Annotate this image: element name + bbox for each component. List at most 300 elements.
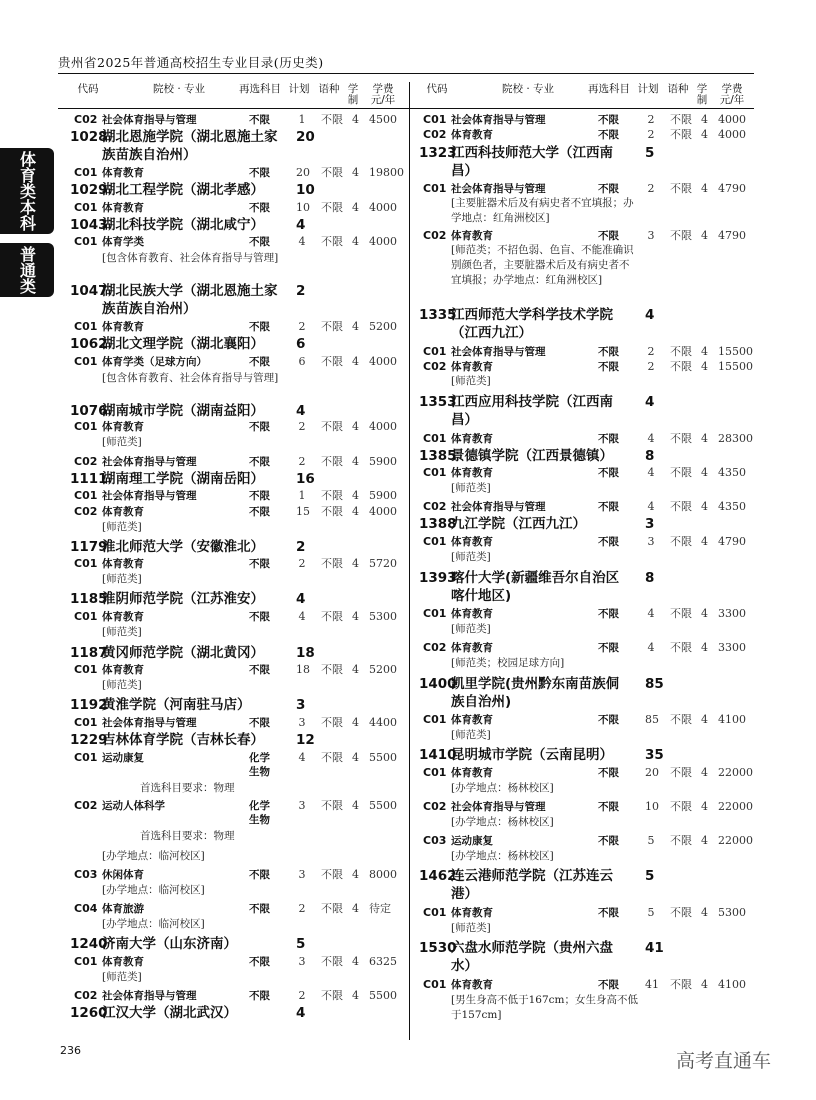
major-name: 体育教育	[451, 979, 493, 991]
major-note: [办学地点：杨林校区]	[451, 816, 554, 828]
school-code: 1323	[419, 145, 457, 161]
school-code: 1229	[70, 732, 108, 748]
major-years: 4	[352, 610, 359, 623]
major-code: C01	[423, 432, 447, 445]
major-fee: 4000	[369, 420, 397, 433]
header-plan	[635, 84, 661, 95]
school-name: 淮北师范大学（安徽淮北）	[102, 539, 264, 555]
major-subject	[598, 834, 619, 848]
major-years: 4	[701, 466, 708, 479]
major-subject	[249, 113, 270, 127]
school-name-line2: 族苗族自治州）	[102, 301, 197, 317]
major-plan: 2	[298, 455, 306, 468]
major-lang: 不限	[321, 751, 343, 764]
header-subject	[583, 84, 635, 95]
major-subject	[249, 610, 270, 624]
header-code	[70, 84, 106, 95]
major-lang: 不限	[670, 535, 692, 548]
major-years: 4	[352, 235, 359, 248]
header-school-line: 院校 · 专业	[152, 83, 205, 95]
major-plan: 1	[298, 113, 306, 126]
major-name: 体育教育	[451, 467, 493, 479]
major-name: 社会体育指导与管理	[102, 456, 197, 468]
major-code: C03	[423, 834, 447, 847]
school-plan: 4	[296, 403, 306, 419]
school-code: 1388	[419, 516, 457, 532]
header-lang-line: 语种	[318, 83, 340, 95]
subject-line: 不限	[598, 361, 619, 373]
major-years: 4	[352, 505, 359, 518]
major-fee: 5720	[369, 557, 397, 570]
school-plan: 10	[296, 182, 315, 198]
major-plan: 4	[298, 751, 306, 764]
major-fee: 4790	[718, 182, 746, 195]
subject-line: 不限	[598, 536, 619, 548]
major-fee: 5500	[369, 989, 397, 1002]
major-subject	[249, 751, 270, 779]
subject-line: 不限	[598, 608, 619, 620]
major-code: C01	[423, 345, 447, 358]
major-fee: 5500	[369, 799, 397, 812]
major-fee: 5500	[369, 751, 397, 764]
major-years: 4	[701, 345, 708, 358]
school-name: 湖北民族大学（湖北恩施土家	[102, 283, 278, 299]
major-subject	[249, 166, 270, 180]
header-fee	[714, 84, 750, 106]
school-code: 1187	[70, 645, 108, 661]
major-name: 体育学类	[102, 236, 144, 248]
major-name: 社会体育指导与管理	[102, 990, 197, 1002]
major-lang: 不限	[321, 113, 343, 126]
major-years: 4	[352, 166, 359, 179]
major-plan: 41	[645, 978, 659, 991]
major-note: [师范类；不招色弱、色盲、不能准确识别颜色者，主要脏器术后及有病史者不宜填报；办学地点：红角洲校区]	[451, 244, 634, 286]
subject-line: 不限	[249, 717, 270, 729]
major-subject	[249, 663, 270, 677]
major-subject	[598, 800, 619, 814]
major-plan: 5	[647, 834, 655, 847]
school-plan: 8	[645, 448, 655, 464]
school-name: 江汉大学（湖北武汉）	[102, 1005, 237, 1021]
major-lang: 不限	[670, 113, 692, 126]
major-plan: 4	[298, 610, 306, 623]
major-note: [办学地点：杨林校区]	[451, 782, 554, 794]
major-fee: 22000	[718, 766, 753, 779]
major-name: 体育教育	[451, 129, 493, 141]
major-plan: 6	[298, 355, 306, 368]
major-subject	[249, 201, 270, 215]
major-code: C01	[74, 420, 98, 433]
subject-line: 不限	[249, 990, 270, 1002]
major-years: 4	[701, 229, 708, 242]
major-plan: 4	[647, 432, 655, 445]
subject-line: 不限	[598, 114, 619, 126]
header-code-line: 代码	[77, 83, 99, 95]
major-name: 社会体育指导与管理	[451, 501, 546, 513]
school-name-line2: 水）	[451, 958, 478, 974]
major-lang: 不限	[321, 420, 343, 433]
major-plan: 2	[647, 128, 655, 141]
major-name: 社会体育指导与管理	[451, 114, 546, 126]
school-name: 凯里学院(贵州黔东南苗族侗	[451, 676, 620, 692]
header-years	[695, 84, 709, 106]
major-subject	[598, 906, 619, 920]
major-note: [办学地点：临河校区]	[102, 884, 205, 896]
major-name: 运动人体科学	[102, 800, 165, 812]
major-lang: 不限	[670, 466, 692, 479]
major-subject	[249, 955, 270, 969]
school-name-line2: 族自治州)	[451, 694, 512, 710]
major-years: 4	[352, 751, 359, 764]
major-plan: 3	[298, 799, 306, 812]
major-plan: 10	[296, 201, 310, 214]
subject-line: 不限	[249, 869, 270, 881]
subject-line: 不限	[249, 611, 270, 623]
major-years: 4	[352, 320, 359, 333]
major-fee: 待定	[369, 902, 391, 915]
school-code: 1029	[70, 182, 108, 198]
major-fee: 6325	[369, 955, 397, 968]
major-lang: 不限	[670, 713, 692, 726]
major-lang: 不限	[670, 641, 692, 654]
major-subject	[598, 128, 619, 142]
major-fee: 4500	[369, 113, 397, 126]
major-code: C01	[423, 113, 447, 126]
major-plan: 4	[647, 607, 655, 620]
major-name: 体育教育	[102, 956, 144, 968]
major-subject	[249, 505, 270, 519]
major-note: [办学地点：临河校区]	[102, 850, 205, 862]
school-code: 1192	[70, 697, 108, 713]
school-code: 1462	[419, 868, 457, 884]
school-name: 江西应用科技学院（江西南	[451, 394, 613, 410]
major-fee: 5900	[369, 455, 397, 468]
column-header-rule	[58, 108, 754, 109]
major-years: 4	[352, 201, 359, 214]
header-code-line: 代码	[426, 83, 448, 95]
major-code: C02	[423, 229, 447, 242]
subject-line: 不限	[598, 801, 619, 813]
subject-line: 不限	[249, 956, 270, 968]
major-years: 4	[701, 713, 708, 726]
major-note: [办学地点：杨林校区]	[451, 850, 554, 862]
major-years: 4	[352, 663, 359, 676]
header-subject-line: 再选科目	[588, 83, 630, 95]
major-name: 体育教育	[451, 907, 493, 919]
header-fee	[365, 84, 401, 106]
major-note: [师范类]	[102, 573, 142, 585]
major-lang: 不限	[321, 235, 343, 248]
major-subject	[249, 420, 270, 434]
major-years: 4	[352, 799, 359, 812]
school-name: 湖南城市学院（湖南益阳）	[102, 403, 264, 419]
major-lang: 不限	[670, 345, 692, 358]
major-name: 体育教育	[451, 536, 493, 548]
major-fee: 3300	[718, 607, 746, 620]
major-subject	[249, 320, 270, 334]
major-lang: 不限	[670, 432, 692, 445]
major-plan: 10	[645, 800, 659, 813]
major-code: C03	[74, 868, 98, 881]
watermark-text: 高考直通车	[676, 1050, 772, 1072]
major-name: 体育教育	[102, 321, 144, 333]
major-subject	[598, 229, 619, 243]
header-subject-line: 再选科目	[239, 83, 281, 95]
school-code: 1179	[70, 539, 108, 555]
major-name: 体育教育	[102, 611, 144, 623]
subject-line: 不限	[598, 183, 619, 195]
school-name: 湖北工程学院（湖北孝感）	[102, 182, 264, 198]
major-fee: 4790	[718, 229, 746, 242]
major-name: 体育教育	[451, 361, 493, 373]
major-years: 4	[701, 128, 708, 141]
subject-line: 不限	[598, 230, 619, 242]
school-code: 1393	[419, 570, 457, 586]
major-note: [师范类]	[102, 679, 142, 691]
school-plan: 4	[296, 217, 306, 233]
major-code: C02	[74, 505, 98, 518]
major-years: 4	[701, 766, 708, 779]
major-name: 体育教育	[451, 433, 493, 445]
major-lang: 不限	[321, 505, 343, 518]
major-code: C01	[423, 978, 447, 991]
major-lang: 不限	[321, 355, 343, 368]
major-plan: 3	[647, 535, 655, 548]
major-note: [师范类]	[102, 626, 142, 638]
major-plan: 2	[298, 420, 306, 433]
major-code: C01	[74, 201, 98, 214]
school-name: 六盘水师范学院（贵州六盘	[451, 940, 613, 956]
major-code: C02	[74, 455, 98, 468]
school-name: 景德镇学院（江西景德镇）	[451, 448, 613, 464]
side-tab-general: 普通类	[0, 243, 54, 297]
major-lang: 不限	[670, 834, 692, 847]
school-name-line2: （江西九江）	[451, 325, 532, 341]
school-code: 1260	[70, 1005, 108, 1021]
major-fee: 15500	[718, 345, 753, 358]
major-note: [师范类]	[451, 482, 491, 494]
subject-line: 不限	[249, 506, 270, 518]
school-plan: 35	[645, 747, 664, 763]
major-subject	[249, 235, 270, 249]
major-subject	[598, 432, 619, 446]
major-years: 4	[352, 716, 359, 729]
subject-line: 不限	[249, 236, 270, 248]
header-plan-line: 计划	[288, 83, 310, 95]
school-name: 江西科技师范大学（江西南	[451, 145, 613, 161]
school-name: 江西师范大学科学技术学院	[451, 307, 613, 323]
major-note: [主要脏器术后及有病史者不宜填报；办学地点：红角洲校区]	[451, 197, 634, 224]
major-subject	[598, 535, 619, 549]
major-subject	[249, 716, 270, 730]
major-subject	[598, 113, 619, 127]
major-subject	[249, 455, 270, 469]
major-plan: 2	[647, 360, 655, 373]
school-name: 九江学院（江西九江）	[451, 516, 586, 532]
subject-line: 不限	[249, 903, 270, 915]
subject-line: 不限	[249, 202, 270, 214]
major-years: 4	[352, 355, 359, 368]
school-plan: 85	[645, 676, 664, 692]
subject-line: 生物	[249, 766, 270, 778]
major-note: [师范类]	[451, 623, 491, 635]
major-code: C01	[74, 557, 98, 570]
major-subject	[598, 500, 619, 514]
major-fee: 5300	[369, 610, 397, 623]
subject-line: 不限	[249, 114, 270, 126]
major-plan: 3	[298, 955, 306, 968]
header-lang-line: 语种	[667, 83, 689, 95]
major-name: 社会体育指导与管理	[451, 183, 546, 195]
major-note: [办学地点：临河校区]	[102, 918, 205, 930]
major-name: 休闲体育	[102, 869, 144, 881]
major-years: 4	[352, 489, 359, 502]
subject-line: 不限	[598, 907, 619, 919]
major-years: 4	[352, 989, 359, 1002]
school-code: 1111	[70, 471, 108, 487]
major-name: 社会体育指导与管理	[102, 114, 197, 126]
major-subject	[249, 557, 270, 571]
major-note: [包含体育教育、社会体育指导与管理]	[102, 372, 279, 384]
major-years: 4	[701, 182, 708, 195]
major-fee: 4100	[718, 978, 746, 991]
major-code: C02	[423, 641, 447, 654]
major-code: C02	[423, 360, 447, 373]
major-fee: 5900	[369, 489, 397, 502]
side-tab-sports: 体育类本科	[0, 148, 54, 234]
major-plan: 4	[647, 500, 655, 513]
major-name: 体育教育	[451, 608, 493, 620]
major-plan: 2	[298, 557, 306, 570]
major-subject	[598, 182, 619, 196]
header-years-line: 制	[696, 94, 708, 106]
major-plan: 1	[298, 489, 306, 502]
major-fee: 15500	[718, 360, 753, 373]
school-name-line2: 昌）	[451, 163, 478, 179]
major-plan: 2	[298, 902, 306, 915]
header-lang	[316, 84, 342, 95]
major-name: 体育教育	[102, 202, 144, 214]
major-fee: 8000	[369, 868, 397, 881]
major-code: C01	[74, 955, 98, 968]
major-name: 体育学类（足球方向）	[102, 356, 207, 368]
subject-line: 不限	[598, 714, 619, 726]
major-fee: 4000	[369, 505, 397, 518]
school-name-line2: 族苗族自治州）	[102, 147, 197, 163]
major-lang: 不限	[321, 455, 343, 468]
header-school-line: 院校 · 专业	[501, 83, 554, 95]
major-code: C01	[74, 235, 98, 248]
school-name: 连云港师范学院（江苏连云	[451, 868, 613, 884]
subject-line: 不限	[598, 501, 619, 513]
major-plan: 4	[647, 466, 655, 479]
major-code: C01	[423, 466, 447, 479]
subject-line: 不限	[598, 467, 619, 479]
school-code: 1028	[70, 129, 108, 145]
major-fee: 28300	[718, 432, 753, 445]
major-subject	[598, 766, 619, 780]
major-plan: 4	[647, 641, 655, 654]
major-note: [师范类]	[451, 922, 491, 934]
school-plan: 8	[645, 570, 655, 586]
major-name: 体育教育	[451, 767, 493, 779]
school-plan: 16	[296, 471, 315, 487]
major-years: 4	[701, 607, 708, 620]
major-lang: 不限	[670, 500, 692, 513]
major-name: 社会体育指导与管理	[451, 346, 546, 358]
school-name-line2: 喀什地区)	[451, 588, 512, 604]
subject-line: 不限	[598, 433, 619, 445]
school-code: 1043	[70, 217, 108, 233]
major-lang: 不限	[321, 201, 343, 214]
major-lang: 不限	[321, 557, 343, 570]
major-name: 体育教育	[451, 714, 493, 726]
subject-line: 不限	[249, 664, 270, 676]
subject-line: 不限	[598, 979, 619, 991]
page-header-title: 贵州省2025年普通高校招生专业目录(历史类)	[58, 55, 324, 70]
major-plan: 2	[647, 182, 655, 195]
subject-line: 生物	[249, 814, 270, 826]
page-number: 236	[60, 1044, 81, 1057]
major-lang: 不限	[321, 320, 343, 333]
school-name: 湖北文理学院（湖北襄阳）	[102, 336, 264, 352]
school-plan: 4	[645, 394, 655, 410]
subject-line: 不限	[598, 346, 619, 358]
major-code: C02	[423, 500, 447, 513]
major-years: 4	[352, 420, 359, 433]
school-code: 1240	[70, 936, 108, 952]
major-years: 4	[701, 360, 708, 373]
school-code: 1353	[419, 394, 457, 410]
major-plan: 85	[645, 713, 659, 726]
major-years: 4	[701, 432, 708, 445]
major-code: C01	[423, 713, 447, 726]
subject-line: 化学	[249, 800, 270, 812]
major-fee: 19800	[369, 166, 404, 179]
school-name: 湖北恩施学院（湖北恩施土家	[102, 129, 278, 145]
header-years-line: 学	[696, 83, 708, 95]
major-fee: 5200	[369, 663, 397, 676]
major-fee: 5200	[369, 320, 397, 333]
major-plan: 2	[647, 113, 655, 126]
major-subject	[598, 713, 619, 727]
school-plan: 12	[296, 732, 315, 748]
major-years: 4	[352, 902, 359, 915]
major-years: 4	[701, 535, 708, 548]
column-divider	[409, 82, 410, 1040]
first-subject-requirement: 首选科目要求：物理	[140, 782, 235, 794]
school-code: 1076	[70, 403, 108, 419]
major-code: C02	[74, 799, 98, 812]
major-fee: 4000	[369, 355, 397, 368]
major-code: C01	[423, 607, 447, 620]
major-lang: 不限	[670, 906, 692, 919]
major-plan: 18	[296, 663, 310, 676]
major-subject	[249, 799, 270, 827]
major-lang: 不限	[670, 800, 692, 813]
major-fee: 4790	[718, 535, 746, 548]
school-plan: 6	[296, 336, 306, 352]
school-code: 1400	[419, 676, 457, 692]
major-name: 体育旅游	[102, 903, 144, 915]
major-name: 运动康复	[451, 835, 493, 847]
major-plan: 3	[298, 868, 306, 881]
header-lang	[665, 84, 691, 95]
major-name: 体育教育	[102, 167, 144, 179]
header-years-line: 学	[347, 83, 359, 95]
major-plan: 3	[647, 229, 655, 242]
first-subject-requirement: 首选科目要求：物理	[140, 830, 235, 842]
